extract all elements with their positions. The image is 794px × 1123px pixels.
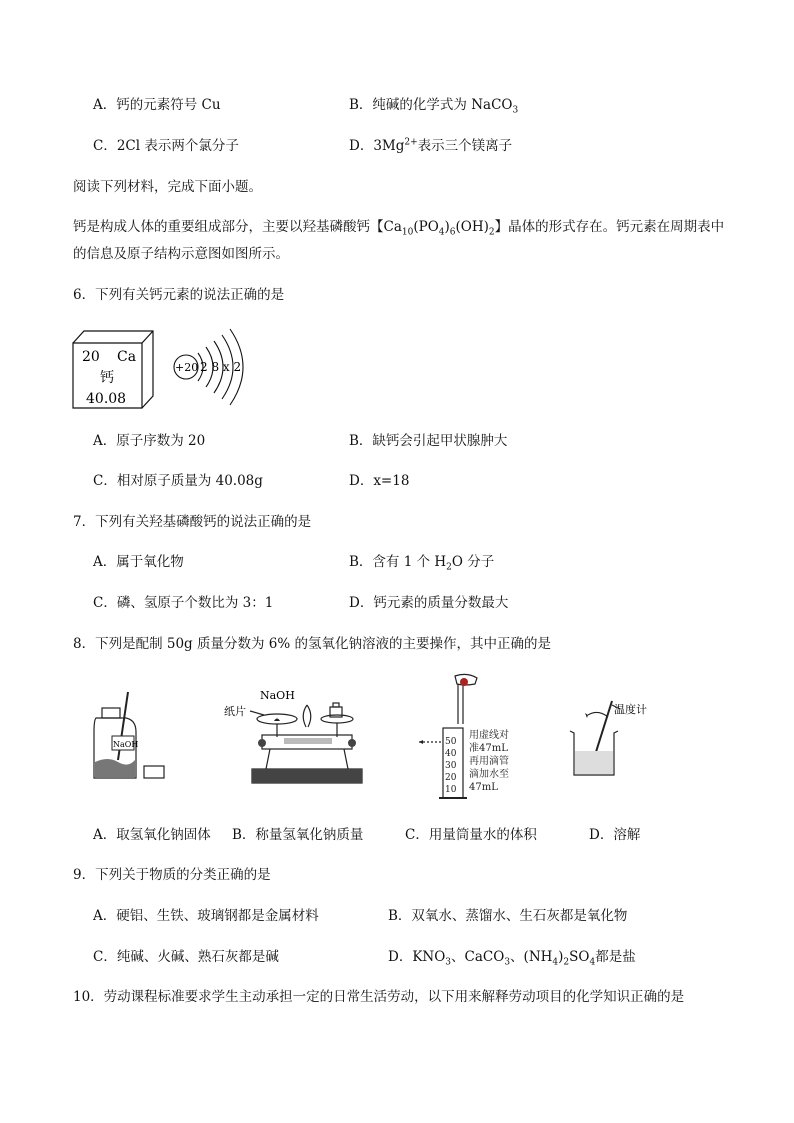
fig-b-weigh-naoh (222, 685, 372, 790)
fig-d-thermometer-label: 温度计 (614, 703, 647, 716)
q8-option-c: C．用量筒量水的体积 (405, 827, 537, 843)
fig-c-measure-water (415, 672, 535, 807)
element-name: 钙 (100, 370, 114, 386)
q6-option-b: B．缺钙会引起甲状腺肿大 (349, 433, 508, 449)
q7-option-b: B．含有 1 个 $H_2O$ 分子 (349, 554, 495, 573)
q9-option-b: B．双氧水、蒸馏水、生石灰都是氧化物 (388, 908, 628, 924)
fig-c-tick-40: 40 (445, 749, 457, 759)
q9-stem: 9．下列关于物质的分类正确的是 (73, 867, 271, 883)
q7-stem: 7．下列有关羟基磷酸钙的说法正确的是 (73, 514, 312, 530)
q5-option-d: D．$3Mg^{2+}$表示三个镁离子 (349, 137, 513, 154)
reading-instruction: 阅读下列材料，完成下面小题。 (73, 179, 262, 195)
fig-a-label: NaOH (113, 740, 139, 749)
q8-option-d: D．溶解 (589, 827, 641, 843)
fig-c-tick-20: 20 (445, 773, 457, 783)
fig-c-note-2: 准47mL (469, 743, 508, 754)
fig-c-tick-50: 50 (445, 737, 457, 747)
q5-option-a: A．钙的元素符号 Cu (93, 97, 221, 113)
q8-stem: 8．下列是配制 50g 质量分数为 6% 的氢氧化钠溶液的主要操作，其中正确的是 (73, 636, 551, 652)
fig-c-note-4: 滴加水至 (469, 769, 509, 780)
element-mass: 40.08 (86, 391, 127, 407)
q6-stem: 6．下列有关钙元素的说法正确的是 (73, 287, 285, 303)
fig-a-take-naoh (88, 690, 168, 790)
material-paragraph-line2: 的信息及原子结构示意图如图所示。 (73, 246, 289, 262)
q7-option-c: C．磷、氢原子个数比为 3：1 (93, 595, 274, 611)
electron-shells: 2 8 x 2 (200, 360, 242, 374)
q9-option-c: C．纯碱、火碱、熟石灰都是碱 (93, 949, 279, 965)
q8-option-b: B．称量氢氧化钠质量 (232, 827, 364, 843)
q7-option-a: A．属于氧化物 (93, 554, 184, 570)
fig-c-tick-30: 30 (445, 761, 457, 771)
nucleus-charge: +20 (175, 361, 199, 374)
q5-option-b: B．纯碱的化学式为 NaCO$_3$ (349, 97, 519, 116)
fig-c-note-3: 再用滴管 (469, 756, 509, 767)
fig-c-note-1: 用虚线对 (469, 730, 509, 741)
q9-option-a: A．硬铝、生铁、玻璃钢都是金属材料 (93, 908, 319, 924)
q8-option-a: A．取氢氧化钠固体 (93, 827, 211, 843)
fig-c-tick-10: 10 (445, 785, 457, 795)
fig-c-note-5: 47mL (469, 782, 498, 793)
fig-d-dissolve (568, 695, 668, 780)
q10-stem: 10．劳动课程标准要求学生主动承担一定的日常生活劳动，以下用来解释劳动项目的化学知识正确的是 (73, 989, 685, 1005)
element-atomic-number: 20 (82, 349, 100, 365)
q9-option-d: D．$KNO_3$、CaCO$_3$、$(NH_4)_2SO_4$都是盐 (388, 949, 636, 968)
element-symbol: Ca (117, 349, 137, 365)
material-paragraph-line1: 钙是构成人体的重要组成部分，主要以羟基磷酸钙【$Ca_{10}(PO_4)_6(OH)_2$】晶体的形式存在。钙元素在周期表中 (73, 219, 725, 238)
q7-option-d: D．钙元素的质量分数最大 (349, 595, 509, 611)
q6-option-d: D．x=18 (349, 473, 410, 489)
calcium-element-figure (70, 325, 260, 415)
q5-option-c: C．2Cl 表示两个氯分子 (93, 138, 239, 154)
q6-option-c: C．相对原子质量为 40.08g (93, 473, 263, 489)
q6-option-a: A．原子序数为 20 (93, 433, 206, 449)
fig-b-paper-label: 纸片 (224, 705, 246, 718)
fig-b-naoh-label: NaOH (260, 689, 295, 702)
